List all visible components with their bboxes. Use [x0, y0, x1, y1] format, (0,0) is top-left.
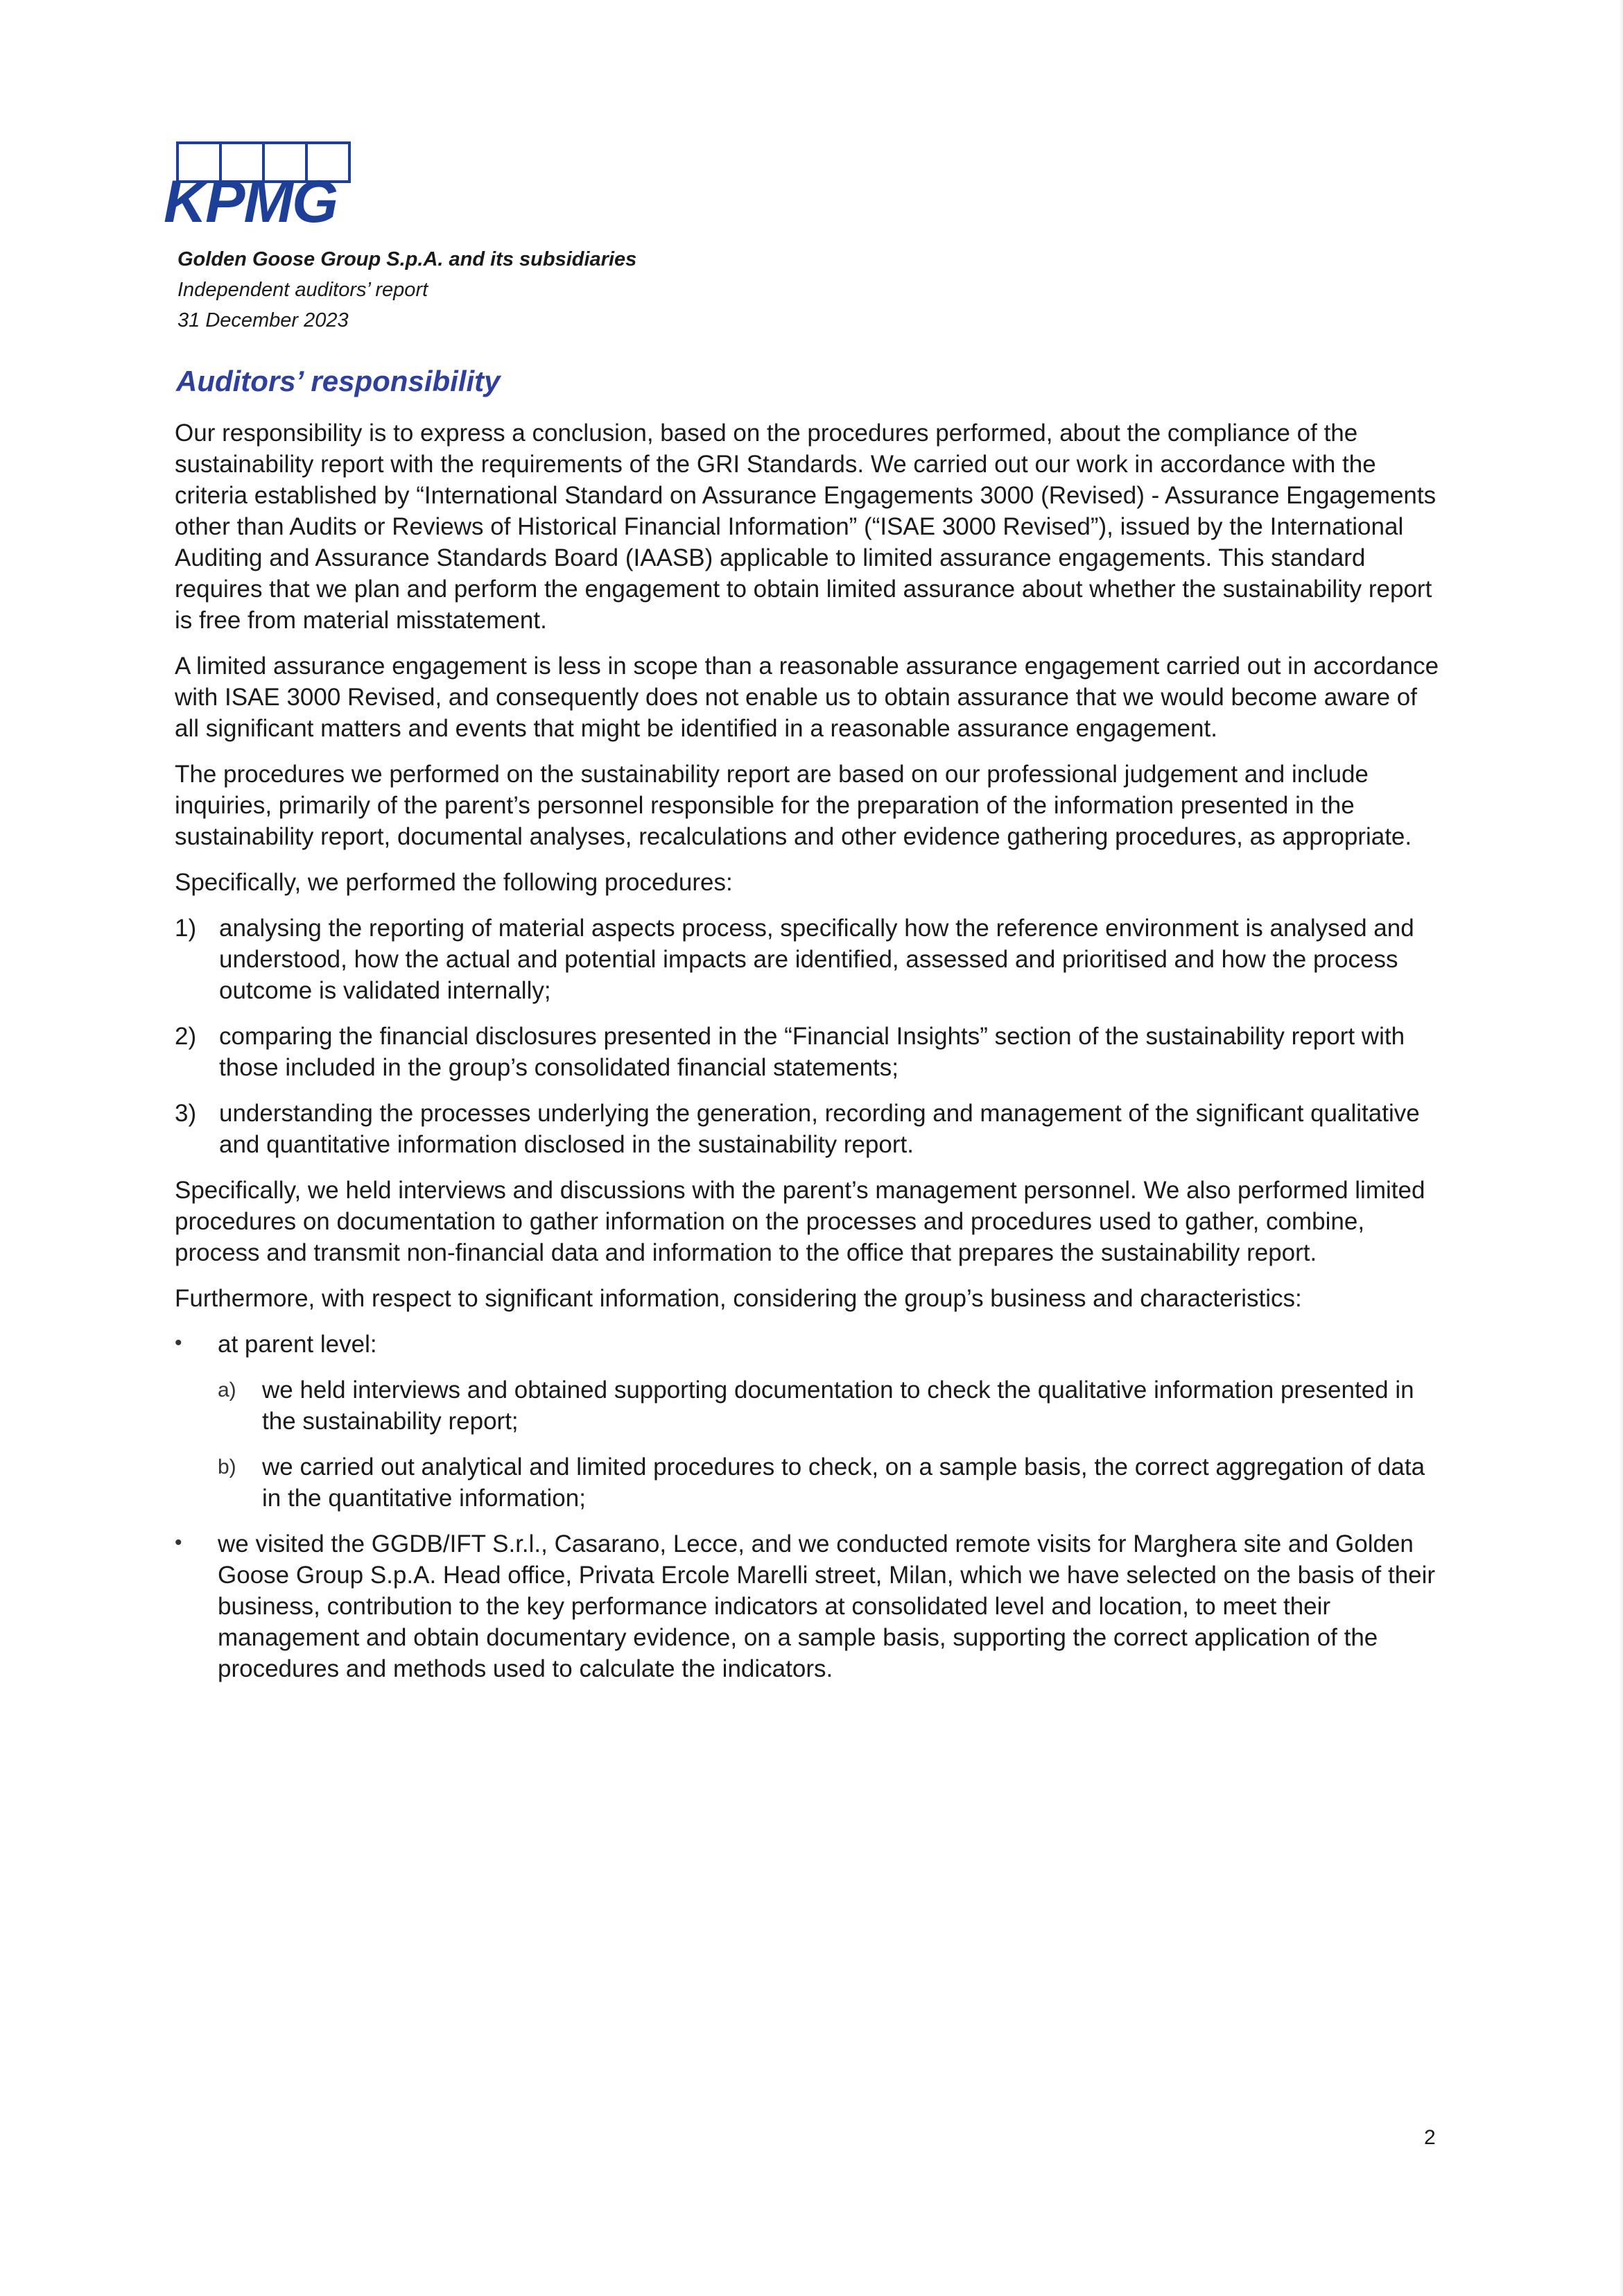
- paragraph: The procedures we performed on the sustainability report are based on our professional judgement and include inquiries, primarily of the parent’s personnel responsible for the preparation of the information presented in the sustainability report, documental analyses, recalculations and other evidence gathering procedures, as appropriate.: [175, 761, 1412, 850]
- report-header: [177, 244, 1148, 336]
- list-item: [175, 913, 1443, 1006]
- paragraph: Specifically, we performed the following procedures:: [175, 869, 733, 896]
- paragraph: Furthermore, with respect to significant information, considering the group’s business and characteristics:: [175, 1285, 1302, 1312]
- sub-list-marker: b): [218, 1456, 236, 1478]
- bullet-item: [175, 1528, 1443, 1684]
- bullet-icon: •: [175, 1331, 182, 1354]
- kpmg-logo: [161, 140, 383, 230]
- paragraph: Specifically, we held interviews and discussions with the parent’s management personnel. We also performed limited procedures on documentation to gather information on the processes and procedures used to gather, combine, process and transmit non-financial data and information to the office that prepares the sustainability report.: [175, 1177, 1425, 1266]
- sub-list-marker: a): [218, 1379, 236, 1401]
- list-marker: 1): [175, 915, 197, 942]
- paragraph: A limited assurance engagement is less in scope than a reasonable assurance engagement carried out in accordance with ISAE 3000 Revised, and consequently does not enable us to obtain assurance that we would become aware of all significant matters and events that might be identified in a reasonable assurance engagement.: [175, 653, 1439, 742]
- list-item-text: comparing the financial disclosures presented in the “Financial Insights” section of the sustainability report with those included in the group’s consolidated financial statements;: [219, 1023, 1405, 1081]
- report-date: 31 December 2023: [177, 309, 349, 331]
- sub-list-item-text: we held interviews and obtained supporting documentation to check the qualitative information presented in the sustainability report;: [262, 1376, 1414, 1435]
- report-type: Independent auditors’ report: [177, 279, 428, 301]
- bullet-icon: •: [175, 1531, 182, 1554]
- section-title: Auditors’ responsibility: [176, 365, 501, 397]
- bullet-item-text: we visited the GGDB/IFT S.r.l., Casarano, Lecce, and we conducted remote visits for Marghera site and Golden Goose Group S.p.A. Head office, Privata Ercole Marelli street, Milan, which we have selected on the basis of their business, contribution to the key performance indicators at consolidated level and location, to meet their management and obtain documentary evidence, on a sample basis, supporting the correct application of the procedures and methods used to calculate the indicators.: [218, 1530, 1436, 1682]
- kpmg-logo-text: KPMG: [164, 169, 337, 230]
- body-content: [175, 417, 1443, 1699]
- page-number: 2: [1424, 2126, 1436, 2149]
- sub-list-item: [218, 1451, 1443, 1514]
- list-marker: 3): [175, 1100, 197, 1127]
- list-item: [175, 1021, 1443, 1083]
- list-marker: 2): [175, 1023, 197, 1050]
- company-name: Golden Goose Group S.p.A. and its subsidiaries: [177, 248, 637, 270]
- bullet-item: [175, 1329, 1443, 1514]
- sub-list-item: [218, 1374, 1443, 1437]
- paragraph: Our responsibility is to express a conclusion, based on the procedures performed, about the compliance of the sustainability report with the requirements of the GRI Standards. We carried out our work in accordance with the criteria established by “International Standard on Assurance Engagements 3000 (Revised) - Assurance Engagements other than Audits or Reviews of Historical Financial Information” (“ISAE 3000 Revised”), issued by the International Auditing and Assurance Standards Board (IAASB) applicable to limited assurance engagements. This standard requires that we plan and perform the engagement to obtain limited assurance about whether the sustainability report is free from material misstatement.: [175, 420, 1437, 634]
- list-item: [175, 1098, 1443, 1160]
- list-item-text: analysing the reporting of material aspects process, specifically how the reference environment is analysed and understood, how the actual and potential impacts are identified, assessed and prioritised and how the process outcome is validated internally;: [219, 915, 1414, 1004]
- sub-list-item-text: we carried out analytical and limited procedures to check, on a sample basis, the correct aggregation of data in the quantitative information;: [262, 1453, 1425, 1512]
- numbered-list: [175, 913, 1443, 1160]
- bullet-item-text: at parent level:: [218, 1331, 377, 1358]
- bullet-list: [175, 1329, 1443, 1684]
- scan-edge-shadow: [1619, 0, 1623, 2296]
- sub-list: [218, 1374, 1443, 1514]
- list-item-text: understanding the processes underlying the generation, recording and management of the significant qualitative and quantitative information disclosed in the sustainability report.: [219, 1100, 1420, 1158]
